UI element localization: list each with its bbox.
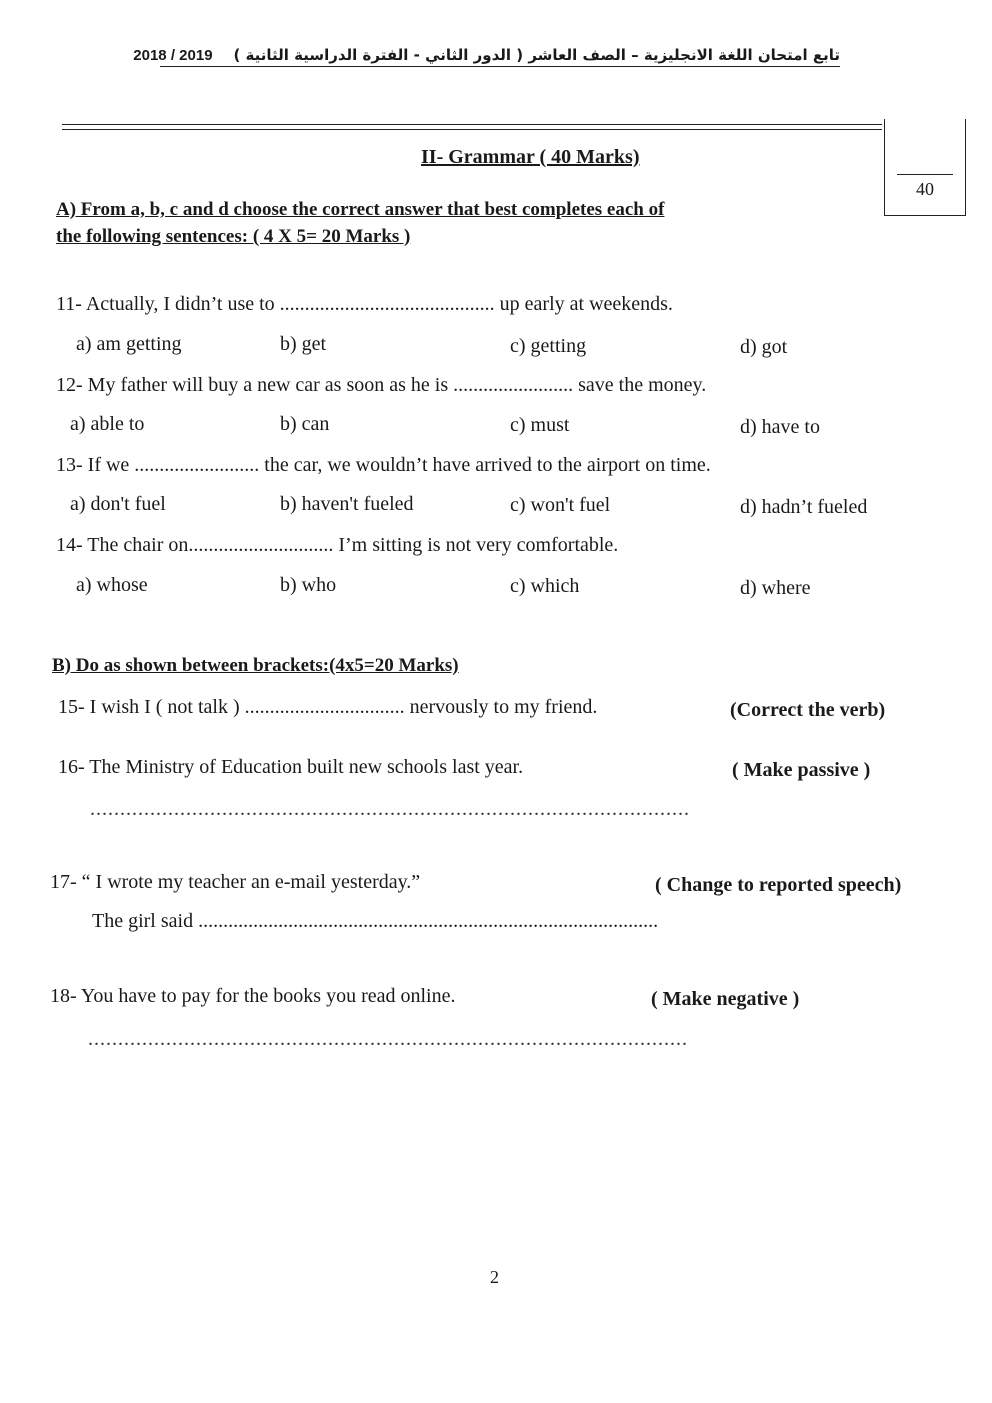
q12-option-d[interactable]: d) have to [740,416,820,438]
part-a-heading-2: the following sentences: ( 4 X 5= 20 Marks ) [56,226,411,247]
question-14: 14- The chair on............................. I’m sitting is not very comfortable. [56,534,619,556]
q14-option-c[interactable]: c) which [510,575,580,597]
q13-option-b[interactable]: b) haven't fueled [280,493,414,515]
q14-option-a[interactable]: a) whose [76,574,148,596]
q12-option-a[interactable]: a) able to [70,413,145,435]
q11-option-c[interactable]: c) getting [510,335,587,357]
q18-instruction: ( Make negative ) [651,988,800,1010]
q14-option-b[interactable]: b) who [280,574,337,596]
q13-option-a[interactable]: a) don't fuel [70,493,166,515]
question-12: 12- My father will buy a new car as soon as he is ........................ save the money. [56,374,707,396]
question-18: 18- You have to pay for the books you read online. [50,985,456,1007]
q11-option-a[interactable]: a) am getting [76,333,182,355]
q16-instruction: ( Make passive ) [732,759,871,781]
question-11: 11- Actually, I didn’t use to ........................................... up early at weekends. [56,293,673,315]
q12-option-c[interactable]: c) must [510,414,570,436]
q13-option-d[interactable]: d) hadn’t fueled [740,496,868,518]
q14-option-d[interactable]: d) where [740,577,811,599]
q16-answer-line[interactable]: .................................................................................................... [90,798,690,820]
top-rule-2 [62,129,882,130]
question-15: 15- I wish I ( not talk ) ................................ nervously to my friend. [58,696,598,718]
header-year: 2019 / 2018 [133,47,213,64]
part-b-heading: B) Do as shown between brackets:(4x5=20 Marks) [52,655,459,676]
score-line [897,174,953,175]
page-number: 2 [490,1267,499,1287]
q11-option-b[interactable]: b) get [280,333,327,355]
question-17: 17- “ I wrote my teacher an e-mail yesterday.” [50,871,421,893]
q15-instruction: (Correct the verb) [730,699,886,721]
q12-option-b[interactable]: b) can [280,413,330,435]
section-title: II- Grammar ( 40 Marks) [421,146,640,168]
part-a-heading-1: A) From a, b, c and d choose the correct answer that best completes each of [56,199,665,220]
q18-answer-line[interactable]: .................................................................................................... [88,1028,688,1050]
q13-option-c[interactable]: c) won't fuel [510,494,611,516]
exam-header [133,46,840,67]
score-box [884,119,966,216]
q17-answer-line[interactable]: The girl said ............................................................................................ [92,910,659,932]
header-title: تابع امتحان اللغة الانجليزية – الصف العاشر ( الدور الثاني - الفترة الدراسية الثانية ) [233,46,840,64]
top-rule [62,124,882,125]
q11-option-d[interactable]: d) got [740,336,788,358]
score-total: 40 [916,179,934,199]
q17-instruction: ( Change to reported speech) [655,874,902,896]
question-16: 16- The Ministry of Education built new schools last year. [58,756,524,778]
question-13: 13- If we ......................... the car, we wouldn’t have arrived to the airport on time. [56,454,711,476]
